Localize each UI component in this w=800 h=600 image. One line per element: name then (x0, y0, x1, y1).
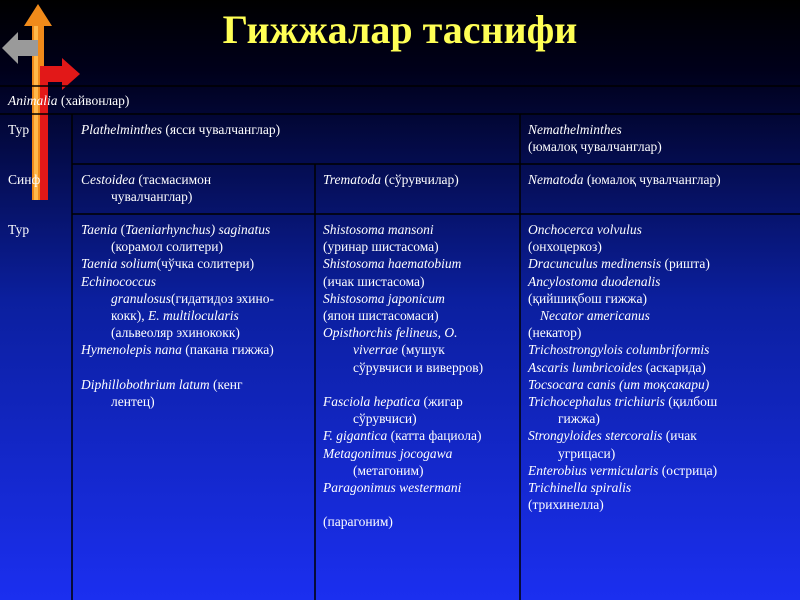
class-trematoda-cell: Trematoda (сўрувчилар) (323, 172, 459, 187)
list-item: (қийшиқбош гижжа) (528, 290, 647, 306)
list-item: Hymenolepis nana (пакана гижжа) (81, 342, 274, 358)
row-label-species: Тур (8, 222, 30, 237)
list-item: (некатор) (528, 325, 582, 341)
list-item: Diphillobothrium latum (кенг (81, 376, 243, 392)
list-item: Trichostrongylois columbriformis (528, 342, 710, 358)
species-cestodes-list (81, 221, 274, 410)
list-item: сўрувчиси и виверров) (353, 359, 484, 375)
list-item: F. gigantica (катта фациола) (323, 428, 482, 444)
list-item: Trichocephalus trichiuris (қилбош (528, 394, 718, 410)
row-label-type: Тур (8, 122, 30, 137)
list-item: кокк), E. multilocularis (111, 308, 239, 324)
list-item: Enterobius vermicularis (острица) (528, 462, 718, 478)
list-item: сўрувчиси) (353, 411, 417, 427)
species-trematodes-list (323, 221, 483, 531)
list-item: granulosus(гидатидоз эхино- (111, 290, 274, 306)
list-item: Shistosoma mansoni (323, 222, 434, 237)
list-item: viverrae (мушук (353, 342, 445, 358)
list-item: (трихинелла) (528, 497, 604, 513)
list-item: Tocsocara canis (ит тоқсакари) (528, 376, 710, 392)
list-item: Paragonimus westermani (323, 480, 462, 496)
list-item: Necator americanus (540, 308, 650, 324)
list-item: лентец) (111, 394, 155, 410)
list-item: Echinococcus (81, 273, 156, 289)
species-nematodes-list (528, 221, 717, 513)
list-item: (корамол солитери) (111, 239, 223, 255)
list-item: Taenia (Taeniarhynchus) saginatus (81, 222, 271, 237)
row-label-class: Синф (8, 172, 41, 187)
list-item: Ascaris lumbricoides (аскарида) (528, 359, 706, 375)
list-item: Dracunculus medinensis (ришта) (528, 256, 710, 272)
list-item: (альвеоляр эхинококк) (111, 325, 240, 341)
list-item: Trichinella spiralis (528, 480, 632, 496)
list-item: Fasciola hepatica (жигар (323, 394, 463, 410)
list-item: угрицаси) (558, 445, 616, 461)
type-plathelminthes-cell: Plathelminthes (ясси чувалчанглар) (81, 122, 281, 137)
list-item: (онхоцеркоз) (528, 239, 602, 255)
list-item: Shistosoma japonicum (323, 290, 445, 306)
list-item: (парагоним) (323, 514, 393, 530)
list-item: (метагоним) (353, 462, 424, 478)
list-item: Strongyloides stercoralis (ичак (528, 428, 697, 444)
list-item: Ancylostoma duodenalis (528, 273, 661, 289)
list-item: гижжа) (558, 411, 600, 427)
list-item: (уринар шистасома) (323, 239, 439, 255)
type-nemathelminthes-cell: Nemathelminthes (юмалоқ чувалчанглар) (528, 122, 662, 155)
list-item: Metagonimus jocogawa (323, 445, 453, 461)
list-item: Onchocerca volvulus (528, 222, 642, 237)
class-nematoda-cell: Nematoda (юмалоқ чувалчанглар) (528, 172, 721, 187)
kingdom-cell: Animalia (хайвонлар) (8, 93, 130, 108)
list-item: Opisthorchis felineus, O. (323, 325, 458, 341)
slide-title: Гижжалар таснифи (222, 7, 578, 52)
class-cestoidea-cell: Cestoidea (тасмасимон чувалчанглар) (81, 172, 212, 205)
list-item: (япон шистасомаси) (323, 308, 439, 324)
list-item: (ичак шистасома) (323, 273, 425, 289)
list-item: Taenia solium(чўчка солитери) (81, 256, 255, 272)
list-item: Shistosoma haematobium (323, 256, 462, 272)
